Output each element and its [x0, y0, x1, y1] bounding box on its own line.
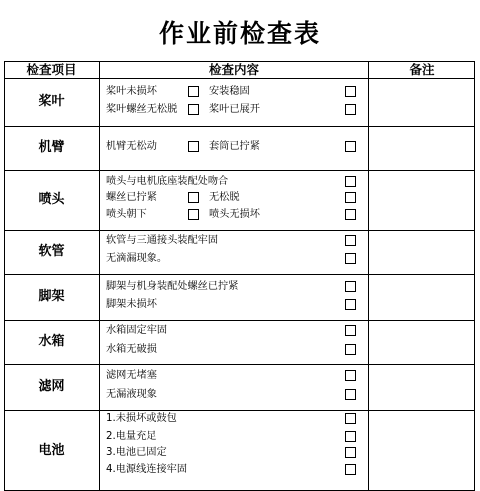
column-divider [99, 61, 100, 491]
checkbox[interactable] [345, 141, 356, 152]
check-item-label: 脚架未损坏 [106, 299, 157, 310]
checkbox[interactable] [345, 325, 356, 336]
check-item-label: 1.未损坏或鼓包 [106, 413, 177, 424]
check-item-label: 无松脱 [209, 192, 240, 203]
row-name: 水箱 [38, 334, 65, 349]
checkbox[interactable] [188, 192, 199, 203]
row-name: 软管 [38, 244, 65, 259]
checkbox[interactable] [345, 235, 356, 246]
check-item-label: 桨叶未损坏 [106, 86, 157, 97]
check-item-label: 套筒已拧紧 [209, 141, 260, 152]
check-item-label: 水箱无破损 [106, 344, 157, 355]
table-top-border [4, 61, 475, 62]
header-remark: 备注 [409, 62, 435, 77]
check-item-label: 无滴漏现象。 [106, 253, 168, 264]
header-check-content: 检查内容 [208, 62, 259, 77]
checkbox[interactable] [345, 209, 356, 220]
check-item-label: 滤网无堵塞 [106, 370, 157, 381]
checkbox[interactable] [188, 141, 199, 152]
checkbox[interactable] [345, 389, 356, 400]
page-title: 作业前检查表 [158, 19, 321, 48]
row-name: 电池 [38, 443, 65, 458]
row-name: 机臂 [38, 140, 65, 155]
header-check-item: 检查项目 [26, 62, 77, 77]
check-item-label: 3.电池已固定 [106, 447, 167, 458]
check-item-label: 机臂无松动 [106, 141, 157, 152]
row-name: 滤网 [38, 379, 65, 394]
check-item-label: 喷头朝下 [106, 209, 147, 220]
checkbox[interactable] [345, 370, 356, 381]
check-item-label: 4.电源线连接牢固 [106, 464, 188, 475]
check-item-label: 螺丝已拧紧 [106, 192, 157, 203]
checkbox[interactable] [188, 86, 199, 97]
check-item-label: 2.电量充足 [106, 431, 157, 442]
row-name: 脚架 [38, 289, 65, 304]
checkbox[interactable] [345, 344, 356, 355]
checkbox[interactable] [345, 281, 356, 292]
checkbox[interactable] [345, 86, 356, 97]
checkbox[interactable] [345, 299, 356, 310]
checkbox[interactable] [345, 431, 356, 442]
check-item-label: 喷头无损坏 [209, 209, 260, 220]
check-item-label: 桨叶螺丝无松脱 [106, 104, 178, 115]
check-item-label: 桨叶已展开 [209, 104, 260, 115]
check-item-label: 软管与三通接头装配牢固 [106, 235, 219, 246]
checkbox[interactable] [345, 253, 356, 264]
check-item-label: 脚架与机身装配处螺丝已拧紧 [106, 281, 239, 292]
checkbox[interactable] [345, 176, 356, 187]
checkbox[interactable] [345, 464, 356, 475]
checkbox[interactable] [188, 209, 199, 220]
column-divider [368, 61, 369, 491]
check-item-label: 无漏液现象 [106, 389, 157, 400]
check-item-label: 水箱固定牢固 [106, 325, 168, 336]
checkbox[interactable] [188, 104, 199, 115]
row-name: 桨叶 [38, 94, 65, 109]
checkbox[interactable] [345, 413, 356, 424]
checkbox[interactable] [345, 192, 356, 203]
check-item-label: 喷头与电机底座装配处吻合 [106, 176, 229, 187]
checkbox[interactable] [345, 104, 356, 115]
checkbox[interactable] [345, 447, 356, 458]
row-name: 喷头 [38, 192, 65, 207]
check-item-label: 安装稳固 [209, 86, 250, 97]
